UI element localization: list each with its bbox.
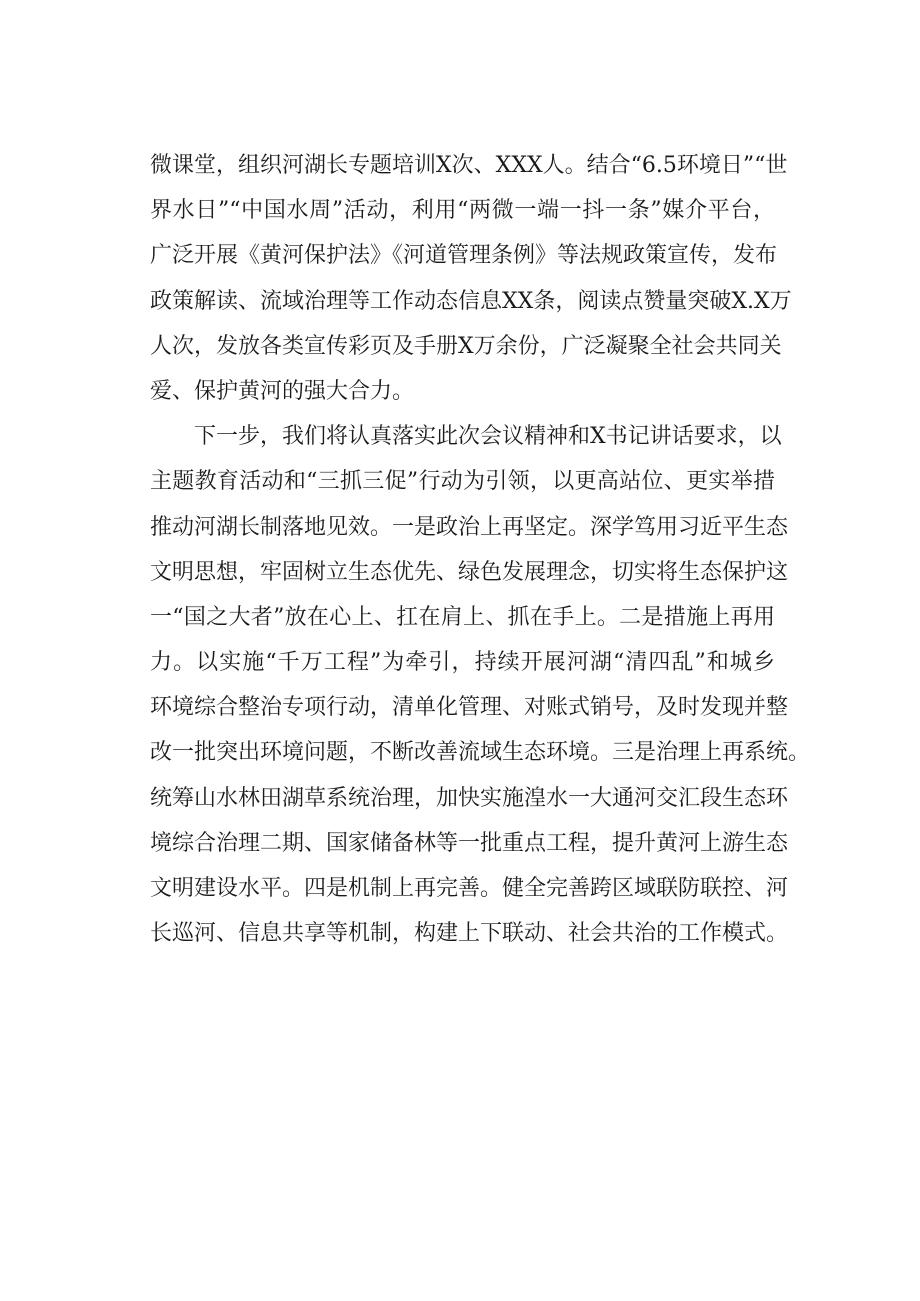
text-line: 政策解读、流域治理等工作动态信息XX条，阅读点赞量突破X.X万 [150,288,792,314]
text-line: 界水日”“中国水周”活动，利用“两微一端一抖一条”媒介平台， [150,198,775,224]
text-line: 主题教育活动和“三抓三促”行动为引领，以更高站位、更实举措 [150,469,775,495]
text-line: 广泛开展《黄河保护法》《河道管理条例》等法规政策宣传，发布 [150,243,778,269]
text-line: 人次，发放各类宣传彩页及手册X万余份，广泛凝聚全社会共同关 [150,333,782,359]
text-line: 下一步，我们将认真落实此次会议精神和X书记讲话要求，以 [150,424,782,450]
body-text [150,143,811,956]
paragraph-1 [150,143,792,414]
text-line: 文明建设水平。四是机制上再完善。健全完善跨区域联防联控、河 [150,876,789,901]
text-line: 文明思想，牢固树立生态优先、绿色发展理念，切实将生态保护这 [150,559,789,585]
text-line: 微课堂，组织河湖长专题培训X次、XXX人。结合“6.5环境日”“世 [150,153,788,178]
paragraph-2 [150,414,811,956]
text-line: 一“国之大者”放在心上、扛在肩上、抓在手上。二是措施上再用 [150,604,775,630]
text-line: 推动河湖长制落地见效。一是政治上再坚定。深学笃用习近平生态 [150,514,789,540]
text-line: 改一批突出环境问题，不断改善流域生态环境。三是治理上再系统。 [150,740,811,766]
text-line: 环境综合整治专项行动，清单化管理、对账式销号，及时发现并整 [150,695,789,721]
text-line: 长巡河、信息共享等机制，构建上下联动、社会共治的工作模式。 [150,921,789,947]
text-line: 统筹山水林田湖草系统治理，加快实施湟水一大通河交汇段生态环 [150,785,789,811]
text-line: 力。以实施“千万工程”为牵引，持续开展河湖“清四乱”和城乡 [150,650,775,676]
text-line: 境综合治理二期、国家储备林等一批重点工程，提升黄河上游生态 [150,830,789,856]
text-line: 爱、保护黄河的强大合力。 [150,378,415,404]
